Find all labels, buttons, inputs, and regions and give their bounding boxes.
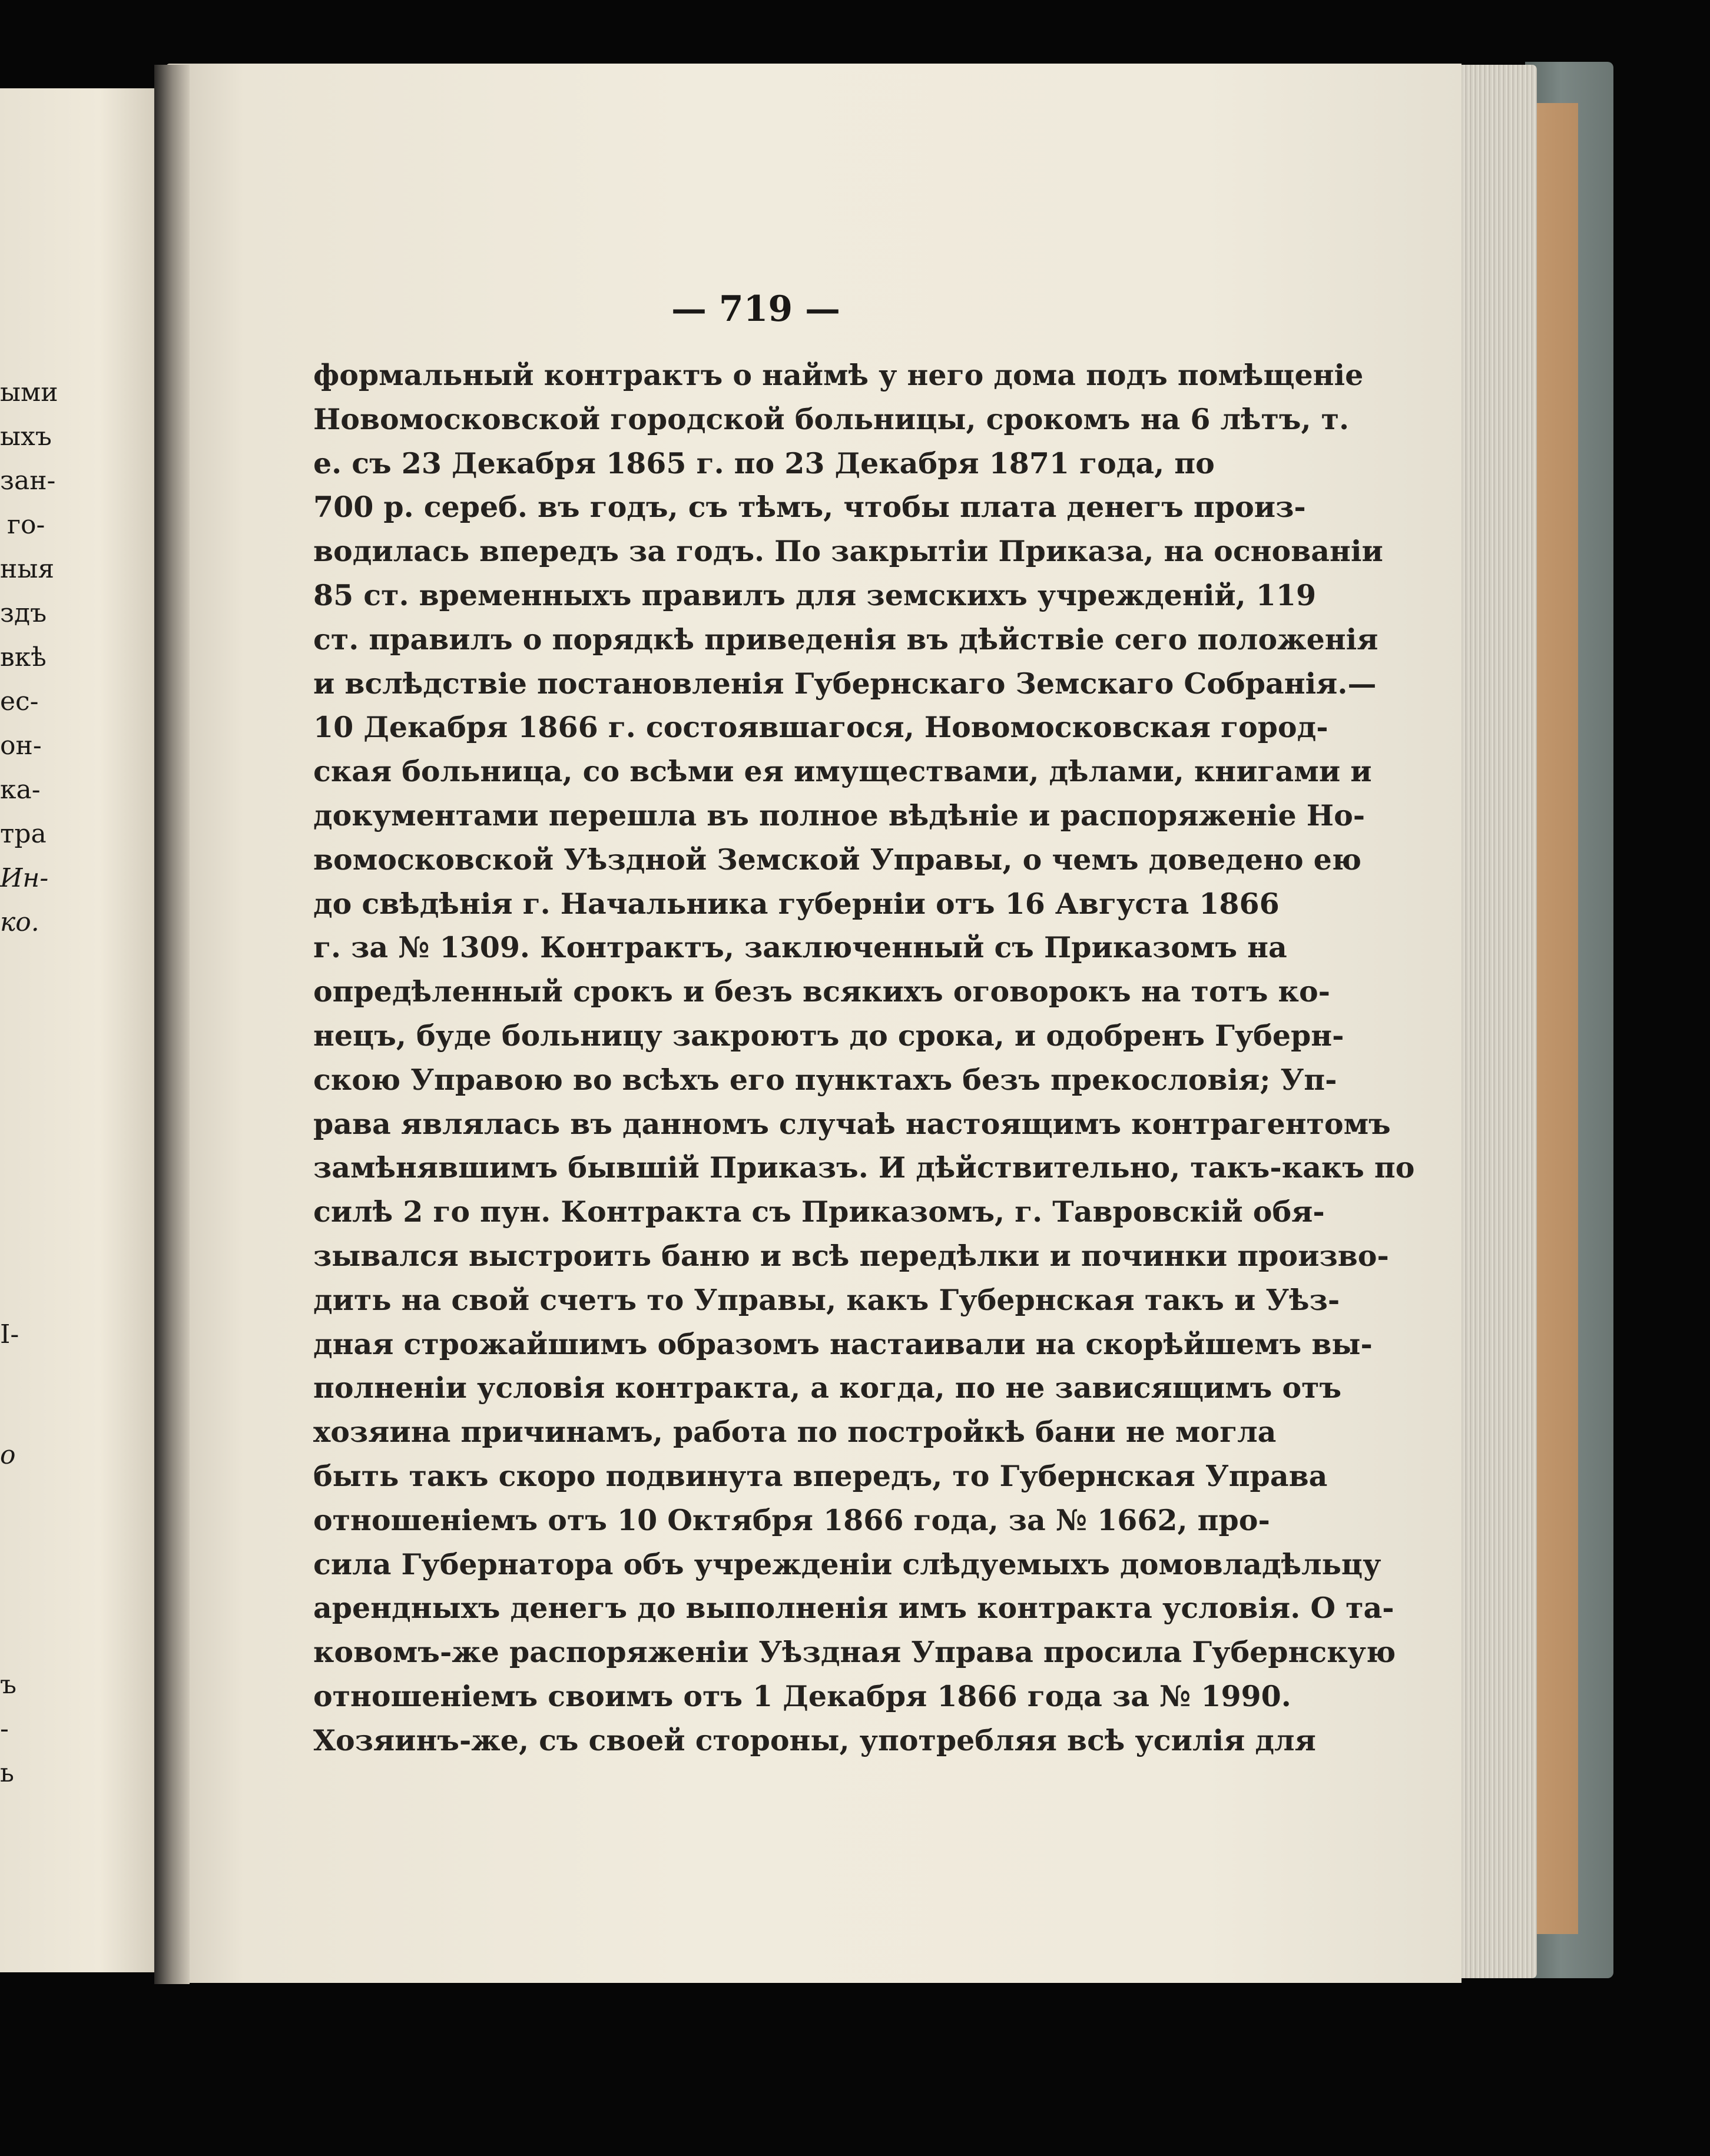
- text-line: до свѣдѣнія г. Начальника губерніи отъ 16 Августа 1866: [313, 886, 1280, 921]
- text-line: силѣ 2 го пун. Контракта съ Приказомъ, г. Тавровскій обя-: [313, 1195, 1325, 1229]
- gutter-shadow: [154, 65, 190, 1984]
- text-line: и вслѣдствіе постановленія Губернскаго Земскаго Собранія.—: [313, 666, 1377, 701]
- left-fragment: ь: [0, 1758, 14, 1788]
- text-line: ковомъ-же распоряженіи Уѣздная Управа просила Губернскую: [313, 1635, 1396, 1670]
- text-line: Новомосковской городской больницы, срокомъ на 6 лѣтъ, т.: [313, 402, 1350, 436]
- left-fragment: ка-: [0, 775, 41, 805]
- text-line: опредѣленный срокъ и безъ всякихъ оговорокъ на тотъ ко-: [313, 974, 1330, 1009]
- text-line: г. за № 1309. Контрактъ, заключенный съ Приказомъ на: [313, 930, 1287, 965]
- left-fragment: Ин-: [0, 863, 49, 893]
- left-fragment: ыми: [0, 377, 58, 407]
- text-line: документами перешла въ полное вѣдѣніе и распоряженіе Но-: [313, 798, 1366, 832]
- text-line: формальный контрактъ о наймѣ у него дома подъ помѣщеніе: [313, 358, 1364, 392]
- left-fragment: го-: [7, 510, 45, 540]
- left-fragment: ко.: [0, 907, 39, 937]
- text-line: вомосковской Уѣздной Земской Управы, о чемъ доведено ею: [313, 842, 1362, 877]
- text-line: полненіи условія контракта, а когда, по не зависящимъ отъ: [313, 1371, 1342, 1405]
- left-fragment: -: [0, 1714, 9, 1744]
- text-line: рава являлась въ данномъ случаѣ настоящимъ контрагентомъ: [313, 1106, 1391, 1141]
- text-line: хозяина причинамъ, работа по постройкѣ бани не могла: [313, 1415, 1277, 1450]
- text-line: 10 Декабря 1866 г. состоявшагося, Новомосковская город-: [313, 710, 1328, 745]
- left-fragment: он-: [0, 731, 42, 761]
- left-fragment: ныя: [0, 554, 55, 584]
- left-page: [0, 88, 166, 1972]
- left-fragment: вкѣ: [0, 642, 47, 672]
- left-fragment: тра: [0, 819, 47, 849]
- text-line: арендныхъ денегъ до выполненія имъ контракта условія. О та-: [313, 1591, 1394, 1626]
- text-line: замѣнявшимъ бывшій Приказъ. И дѣйствительно, такъ-какъ по: [313, 1150, 1415, 1185]
- left-fragment: ес-: [0, 686, 39, 717]
- text-line: ская больница, со всѣми ея имуществами, дѣлами, книгами и: [313, 754, 1372, 789]
- text-line: отношеніемъ своимъ отъ 1 Декабря 1866 года за № 1990.: [313, 1679, 1291, 1713]
- text-line: 700 р. сереб. въ годъ, съ тѣмъ, чтобы плата денегъ произ-: [313, 490, 1306, 525]
- body-text: [313, 353, 1415, 1763]
- text-line: быть такъ скоро подвинута впередъ, то Губернская Управа: [313, 1458, 1328, 1493]
- left-fragment: І-: [0, 1319, 19, 1349]
- text-line: 85 ст. временныхъ правилъ для земскихъ учрежденій, 119: [313, 578, 1317, 612]
- text-line: водилась впередъ за годъ. По закрытіи Приказа, на основаніи: [313, 534, 1383, 569]
- text-line: дить на свой счетъ то Управы, какъ Губернская такъ и Уѣз-: [313, 1282, 1340, 1317]
- text-line: дная строжайшимъ образомъ настаивали на скорѣйшемъ вы-: [313, 1326, 1373, 1361]
- text-line: ст. правилъ о порядкѣ приведенія въ дѣйствіе сего положенія: [313, 622, 1378, 656]
- text-line: сила Губернатора объ учрежденіи слѣдуемыхъ домовладѣльцу: [313, 1547, 1381, 1581]
- left-fragment: о: [0, 1440, 16, 1470]
- page-edges: [1449, 65, 1537, 1978]
- text-line: нецъ, буде больницу закроютъ до срока, и одобренъ Губерн-: [313, 1018, 1344, 1053]
- page-number: — 719 —: [671, 288, 841, 330]
- left-fragment: ъ: [0, 1670, 16, 1700]
- left-fragment: зан-: [0, 466, 56, 496]
- text-line: скою Управою во всѣхъ его пунктахъ безъ прекословія; Уп-: [313, 1062, 1337, 1097]
- left-fragment: ыхъ: [0, 422, 52, 452]
- text-line: е. съ 23 Декабря 1865 г. по 23 Декабря 1871 года, по: [313, 446, 1215, 480]
- text-line: отношеніемъ отъ 10 Октября 1866 года, за № 1662, про-: [313, 1502, 1270, 1537]
- left-fragment: здъ: [0, 598, 47, 628]
- text-line: Хозяинъ-же, съ своей стороны, употребляя всѣ усилія для: [313, 1723, 1316, 1757]
- text-line: зывался выстроить баню и всѣ передѣлки и починки произво-: [313, 1238, 1389, 1273]
